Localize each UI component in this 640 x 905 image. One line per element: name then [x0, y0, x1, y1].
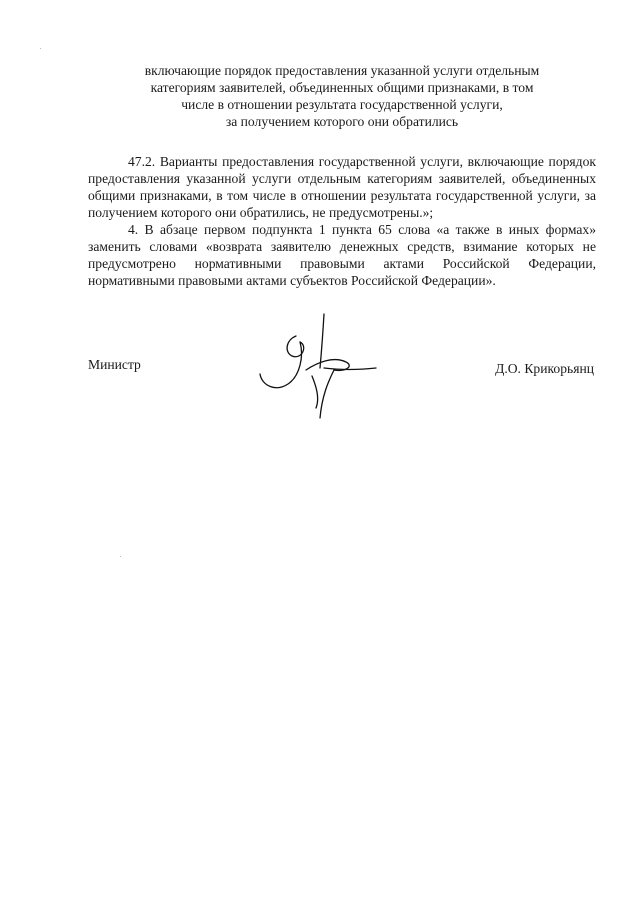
heading-line: за получением которого они обратились [225, 114, 459, 129]
paragraph-item-4: 4. В абзаце первом подпункта 1 пункта 65 слова «а также в иных формах» заменить словами «возврата заявителю денежных средств, взимание которых не предусмотрено нормативными правовыми актами Российской Федерации, нормативными правовыми актами субъектов Российской Федерации». [88, 222, 596, 288]
signatory-name: Д.О. Крикорьянц [495, 361, 594, 376]
scan-speck [120, 556, 121, 557]
heading-line: включающие порядок предоставления указанной услуги отдельным [144, 63, 540, 78]
signatory-title: Министр [88, 357, 141, 372]
paragraph-47-2: 47.2. Варианты предоставления государственной услуги, включающие порядок предоставления указанной услуги отдельным категориям заявителей, объединенных общими признаками, в том числе в отношении результата государственной услуги, за получением которого они обратились, не предусмотрены.»; [88, 154, 596, 220]
body-text [88, 153, 596, 289]
section-heading [88, 62, 596, 130]
heading-line: числе в отношении результата государственной услуги, [181, 97, 503, 112]
heading-line: категориям заявителей, объединенных общими признаками, в том [150, 80, 534, 95]
scan-speck [40, 48, 41, 49]
handwritten-signature [250, 306, 380, 426]
